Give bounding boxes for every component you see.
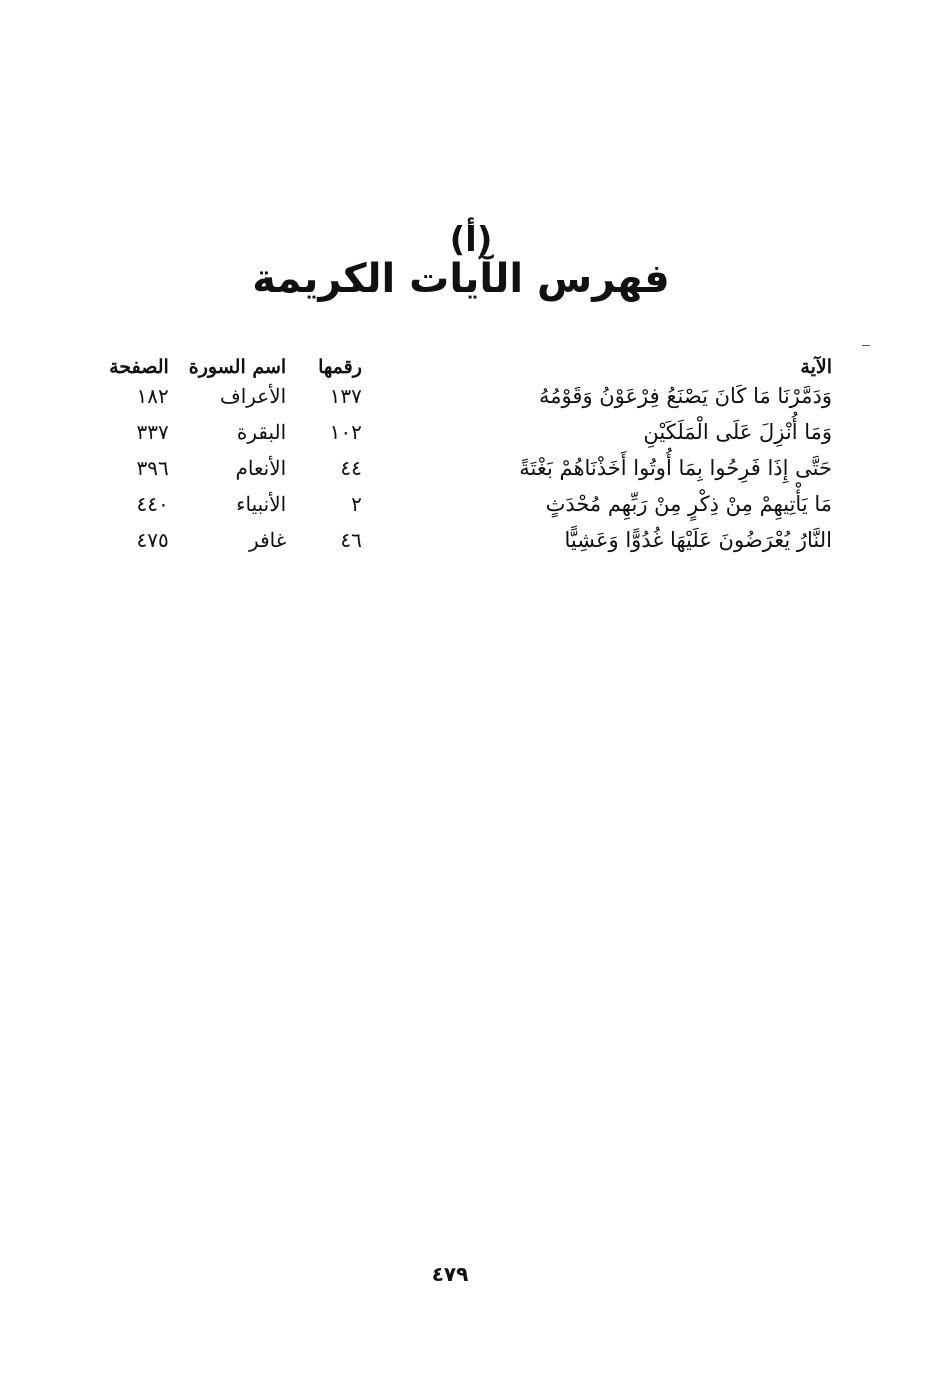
table-row bbox=[100, 522, 832, 558]
surah-name: الأنبياء bbox=[236, 492, 287, 516]
verse-text: وَدَمَّرْنَا مَا كَانَ يَصْنَعُ فِرْعَوْنُ وَقَوْمُهُ bbox=[539, 384, 832, 408]
verse-number: ٢ bbox=[351, 492, 362, 516]
verse-number: ٤٤ bbox=[340, 456, 362, 480]
table-header-row bbox=[100, 340, 832, 378]
header-verse-number: رقمها bbox=[318, 356, 362, 378]
table-row bbox=[100, 378, 832, 414]
verse-text: مَا يَأْتِيهِمْ مِنْ ذِكْرٍ مِنْ رَبِّهِم مُحْدَثٍ bbox=[545, 492, 832, 516]
surah-name: غافر bbox=[249, 528, 287, 552]
column-gap bbox=[372, 450, 460, 486]
verse-text: حَتَّى إِذَا فَرِحُوا بِمَا أُوتُوا أَخَذْنَاهُمْ بَغْتَةً bbox=[519, 456, 832, 480]
column-gap bbox=[372, 414, 460, 450]
surah-name: البقرة bbox=[236, 420, 287, 444]
surah-name: الأنعام bbox=[235, 456, 287, 480]
page-reference: ١٨٢ bbox=[136, 384, 169, 408]
verse-index-table bbox=[100, 340, 832, 558]
page-reference: ٣٣٧ bbox=[136, 420, 169, 444]
column-gap bbox=[372, 340, 460, 378]
page-reference: ٤٤٠ bbox=[136, 492, 169, 516]
page-reference: ٣٩٦ bbox=[136, 456, 169, 480]
header-verse: الآية bbox=[800, 356, 832, 378]
column-gap bbox=[372, 522, 460, 558]
page-reference: ٤٧٥ bbox=[136, 528, 169, 552]
verse-number: ١٣٧ bbox=[329, 384, 362, 408]
verse-text: وَمَا أُنْزِلَ عَلَى الْمَلَكَيْنِ bbox=[643, 420, 832, 444]
page-number: ٤٧٩ bbox=[431, 1262, 469, 1286]
verse-number: ٤٦ bbox=[340, 528, 362, 552]
section-number: (أ) bbox=[449, 220, 493, 260]
scan-mark bbox=[862, 345, 870, 346]
header-surah-name: اسم السورة bbox=[188, 356, 287, 378]
page-title: فهرس الآيات الكريمة bbox=[252, 256, 670, 302]
column-gap bbox=[372, 486, 460, 522]
header-page: الصفحة bbox=[109, 356, 169, 378]
table-row bbox=[100, 450, 832, 486]
table-row bbox=[100, 414, 832, 450]
table-row bbox=[100, 486, 832, 522]
verse-text: النَّارُ يُعْرَضُونَ عَلَيْهَا غُدُوًّا وَعَشِيًّا bbox=[564, 528, 832, 552]
verse-number: ١٠٢ bbox=[329, 420, 362, 444]
column-gap bbox=[372, 378, 460, 414]
surah-name: الأعراف bbox=[219, 384, 287, 408]
